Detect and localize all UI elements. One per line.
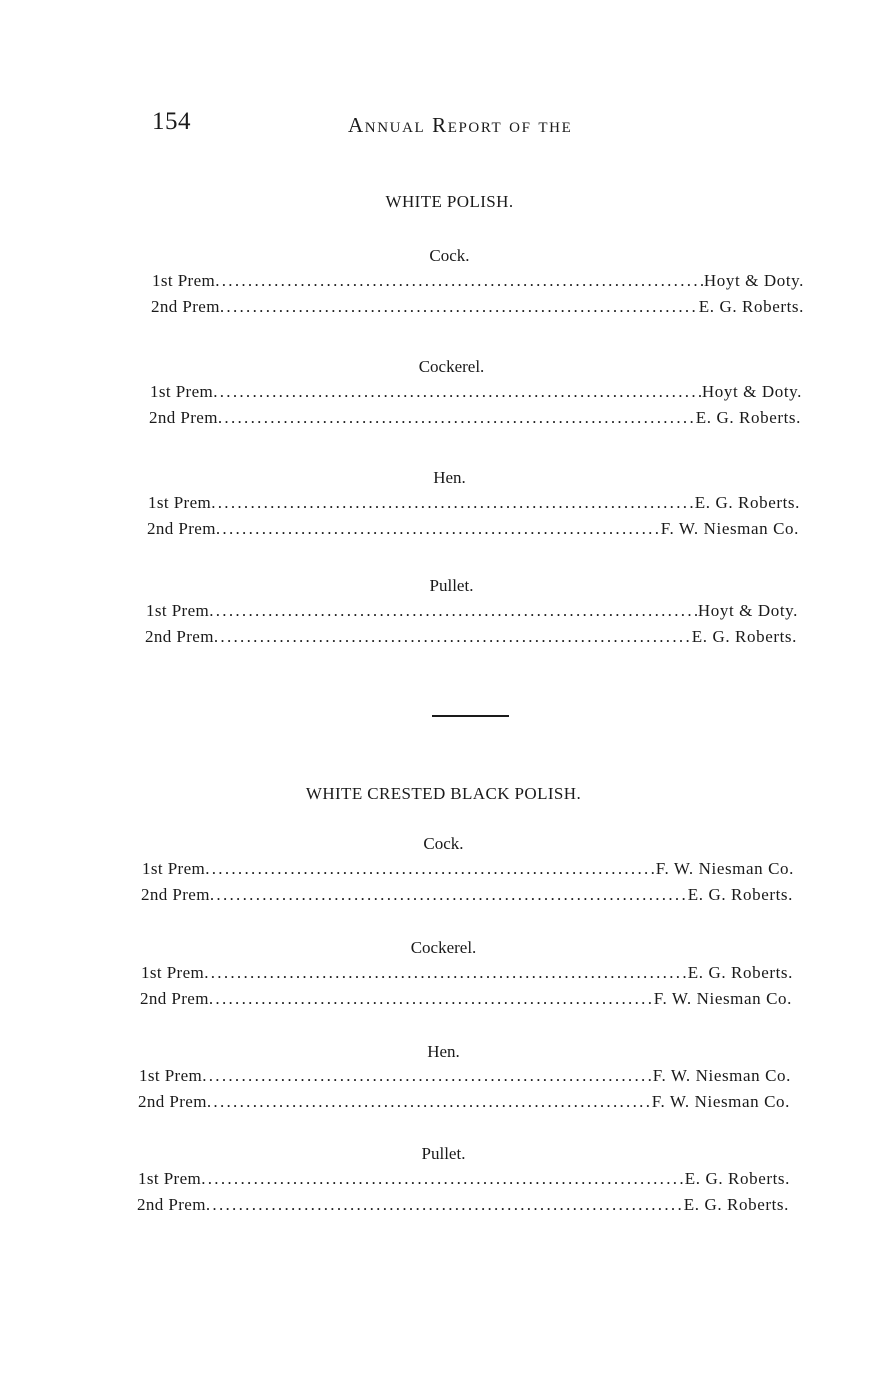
award-winner: F. W. Niesman Co. [653, 989, 792, 1008]
award-place: 1st Prem [150, 382, 214, 401]
dot-leader [218, 406, 696, 430]
award-row [146, 599, 798, 623]
award-row [141, 883, 793, 907]
dot-leader [204, 961, 688, 985]
award-row [137, 1193, 789, 1217]
section-title-white-crested-black-polish: WHITE CRESTED BLACK POLISH. [305, 784, 582, 803]
award-row [150, 380, 802, 404]
award-place: 2nd Prem [138, 1092, 207, 1111]
group-heading-cock: Cock. [423, 834, 464, 853]
award-place: 1st Prem [146, 601, 210, 620]
award-winner: E. G. Roberts. [687, 885, 793, 904]
dot-leader [215, 269, 704, 293]
dot-leader [202, 1064, 653, 1088]
award-place: 2nd Prem [147, 519, 216, 538]
award-place: 2nd Prem [145, 627, 214, 646]
dot-leader [216, 517, 661, 541]
group-heading-cockerel: Cockerel. [410, 938, 477, 957]
dot-leader [209, 987, 654, 1011]
award-row [145, 625, 797, 649]
award-place: 1st Prem [139, 1066, 203, 1085]
award-winner: F. W. Niesman Co. [655, 859, 794, 878]
award-place: 2nd Prem [140, 989, 209, 1008]
award-winner: E. G. Roberts. [694, 493, 800, 512]
dot-leader [211, 491, 695, 515]
award-place: 1st Prem [148, 493, 212, 512]
dot-leader [206, 1193, 684, 1217]
award-winner: Hoyt & Doty. [703, 271, 804, 290]
award-place: 2nd Prem [141, 885, 210, 904]
award-winner: E. G. Roberts. [691, 627, 797, 646]
group-heading-cock: Cock. [429, 246, 470, 265]
award-row [142, 857, 794, 881]
group-heading-pullet: Pullet. [421, 1144, 466, 1163]
award-winner: F. W. Niesman Co. [652, 1066, 791, 1085]
dot-leader [201, 1167, 685, 1191]
award-place: 2nd Prem [137, 1195, 206, 1214]
dot-leader [220, 295, 699, 319]
award-winner: F. W. Niesman Co. [660, 519, 799, 538]
dot-leader [213, 380, 702, 404]
award-winner: E. G. Roberts. [684, 1169, 790, 1188]
dot-leader [214, 625, 692, 649]
award-row [148, 491, 800, 515]
section-title-white-polish: WHITE POLISH. [385, 192, 514, 211]
award-row [141, 961, 793, 985]
award-winner: E. G. Roberts. [683, 1195, 789, 1214]
award-row [149, 406, 801, 430]
group-heading-pullet: Pullet. [429, 576, 474, 595]
award-place: 1st Prem [141, 963, 205, 982]
award-winner: Hoyt & Doty. [701, 382, 802, 401]
dot-leader [209, 599, 698, 623]
award-place: 2nd Prem [151, 297, 220, 316]
award-row [147, 517, 799, 541]
award-winner: E. G. Roberts. [687, 963, 793, 982]
group-heading-hen: Hen. [427, 1042, 460, 1061]
award-place: 1st Prem [152, 271, 216, 290]
award-row [138, 1090, 790, 1114]
award-place: 1st Prem [142, 859, 206, 878]
award-winner: E. G. Roberts. [695, 408, 801, 427]
award-winner: Hoyt & Doty. [697, 601, 798, 620]
section-divider [432, 715, 509, 717]
dot-leader [210, 883, 688, 907]
award-row [138, 1167, 790, 1191]
page-number: 154 [152, 108, 191, 135]
group-heading-cockerel: Cockerel. [418, 357, 485, 376]
award-row [139, 1064, 791, 1088]
award-place: 1st Prem [138, 1169, 202, 1188]
award-row [152, 269, 804, 293]
award-row [140, 987, 792, 1011]
group-heading-hen: Hen. [433, 468, 466, 487]
dot-leader [205, 857, 656, 881]
running-head: Annual Report of the [348, 113, 573, 137]
award-winner: E. G. Roberts. [698, 297, 804, 316]
award-row [151, 295, 804, 319]
award-winner: F. W. Niesman Co. [651, 1092, 790, 1111]
dot-leader [207, 1090, 652, 1114]
award-place: 2nd Prem [149, 408, 218, 427]
